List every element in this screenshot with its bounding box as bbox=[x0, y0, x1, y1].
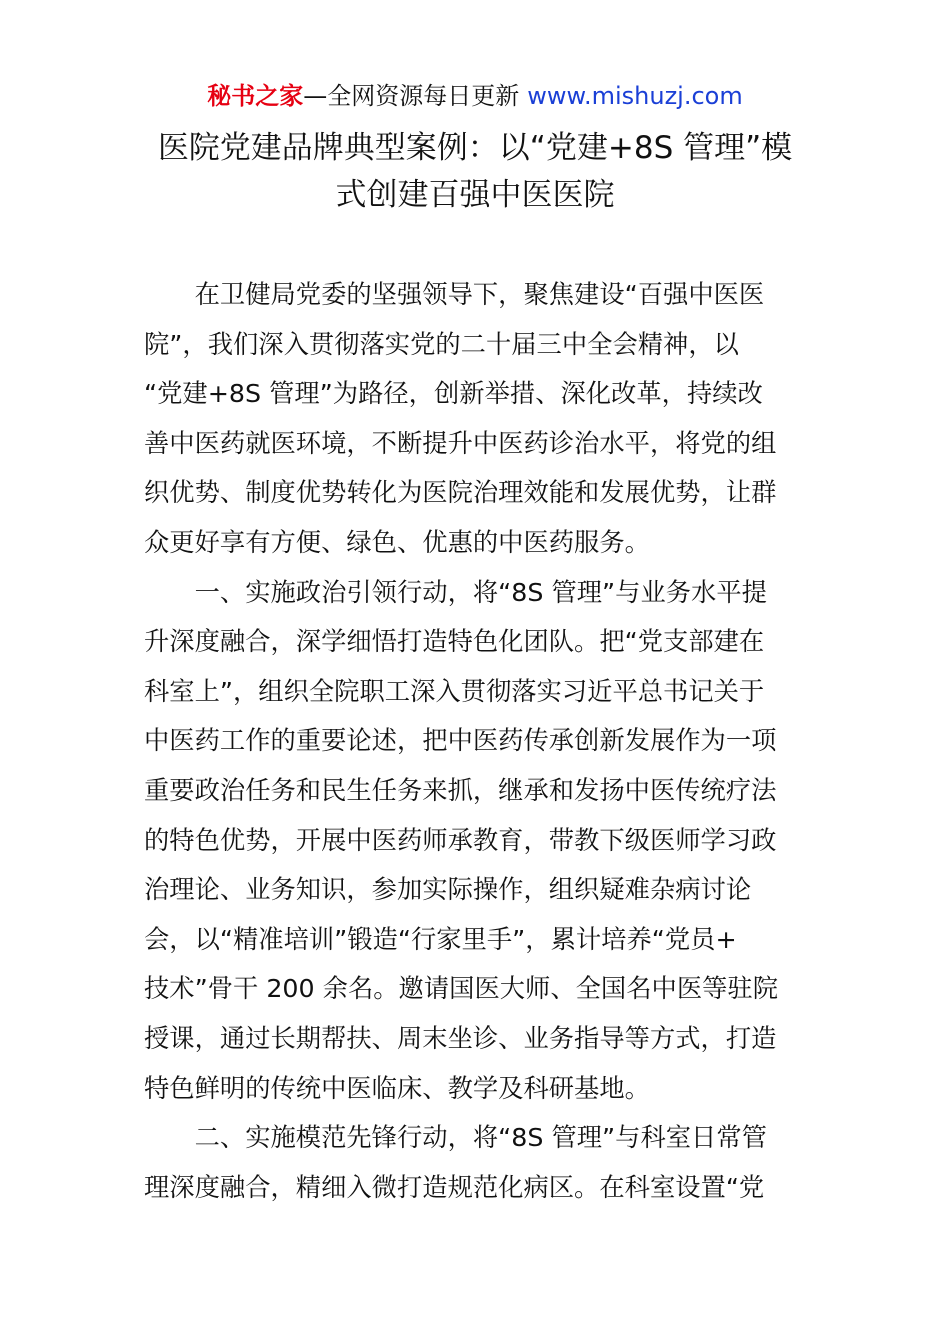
paragraph bbox=[144, 568, 808, 1114]
title-line: 医院党建品牌典型案例：以“党建+8S 管理”模 bbox=[157, 130, 793, 166]
text-line: 升深度融合，深学细悟打造特色化团队。把“党支部建在 bbox=[144, 627, 765, 657]
paragraph bbox=[144, 1113, 808, 1212]
document-title bbox=[140, 125, 810, 219]
text-line: 特色鲜明的传统中医临床、教学及科研基地。 bbox=[144, 1073, 650, 1103]
text-line: “党建+8S 管理”为路径，创新举措、深化改革，持续改 bbox=[144, 379, 763, 409]
text-line: 织优势、制度优势转化为医院治理效能和发展优势，让群 bbox=[144, 478, 777, 508]
text-line: 善中医药就医环境，不断提升中医药诊治水平，将党的组 bbox=[144, 428, 777, 458]
paragraph bbox=[144, 270, 808, 568]
text-line: 中医药工作的重要论述，把中医药传承创新发展作为一项 bbox=[144, 726, 777, 756]
text-line: 的特色优势，开展中医药师承教育，带教下级医师学习政 bbox=[144, 825, 777, 855]
text-line: 在卫健局党委的坚强领导下，聚焦建设“百强中医医 bbox=[144, 280, 765, 309]
title-line: 式创建百强中医医院 bbox=[335, 177, 615, 213]
text-line: 一、实施政治引领行动，将“8S 管理”与业务水平提 bbox=[144, 577, 767, 607]
text-line: 会，以“精准培训”锻造“行家里手”，累计培养“党员+ bbox=[144, 924, 737, 954]
document-body bbox=[144, 270, 808, 1212]
text-line: 技术”骨干 200 余名。邀请国医大师、全国名中医等驻院 bbox=[144, 974, 779, 1004]
text-line: 科室上”，组织全院职工深入贯彻落实习近平总书记关于 bbox=[144, 676, 765, 706]
text-line: 众更好享有方便、绿色、优惠的中医药服务。 bbox=[144, 527, 650, 557]
text-line: 授课，通过长期帮扶、周末坐诊、业务指导等方式，打造 bbox=[144, 1023, 777, 1053]
text-line: 院”，我们深入贯彻落实党的二十届三中全会精神，以 bbox=[144, 329, 739, 359]
text-line: 理深度融合，精细入微打造规范化病区。在科室设置“党 bbox=[144, 1172, 765, 1202]
site-header bbox=[0, 80, 950, 112]
brand-name: 秘书之家 bbox=[207, 82, 304, 110]
site-url-link[interactable]: www.mishuzj.com bbox=[527, 82, 743, 110]
header-tagline: —全网资源每日更新 bbox=[303, 82, 520, 110]
text-line: 治理论、业务知识，参加实际操作，组织疑难杂病讨论 bbox=[144, 875, 752, 905]
text-line: 重要政治任务和民生任务来抓，继承和发扬中医传统疗法 bbox=[144, 775, 777, 805]
text-line: 二、实施模范先锋行动，将“8S 管理”与科室日常管 bbox=[144, 1123, 767, 1153]
